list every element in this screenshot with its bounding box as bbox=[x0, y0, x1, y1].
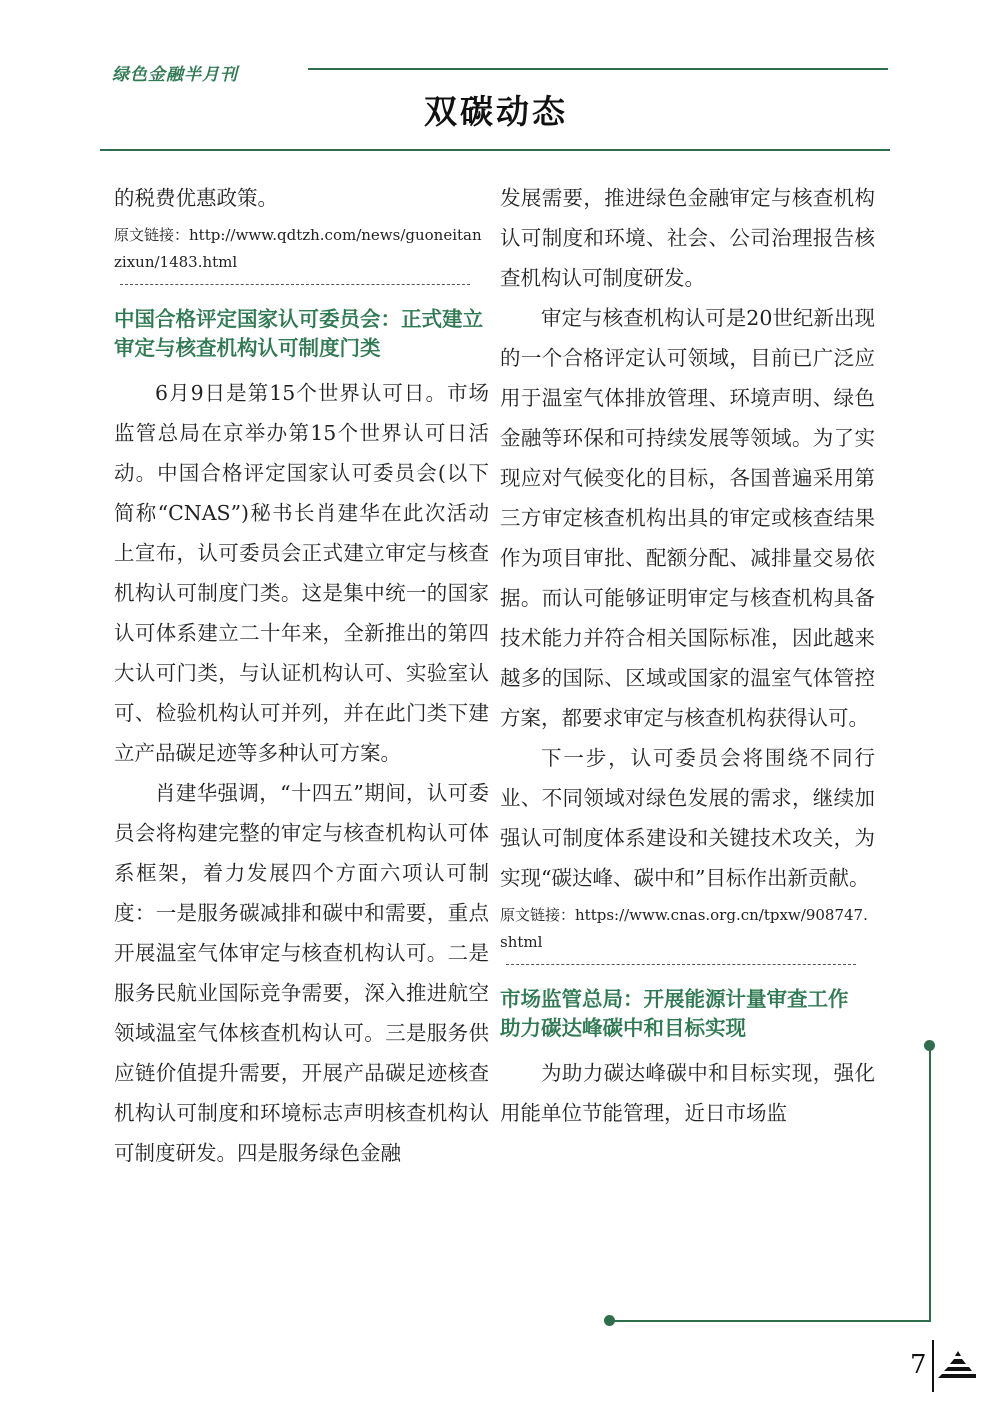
section-rule bbox=[100, 149, 890, 151]
header-rule bbox=[308, 68, 888, 70]
article-paragraph: 下一步，认可委员会将围绕不同行业、不同领域对绿色发展的需求，继续加强认可制度体系建设和关键技术攻关，为实现“碳达峰、碳中和”目标作出新贡献。 bbox=[500, 746, 875, 890]
publication-name: 绿色金融半月刊 bbox=[112, 65, 238, 85]
stairs-icon bbox=[938, 1350, 976, 1380]
article-paragraph: 为助力碳达峰碳中和目标实现，强化用能单位节能管理，近日市场监 bbox=[500, 1061, 875, 1125]
dashed-divider bbox=[120, 284, 470, 285]
decorative-dot bbox=[924, 1040, 935, 1051]
decorative-line-horizontal bbox=[610, 1320, 931, 1322]
source-link[interactable]: 原文链接：https://www.cnas.org.cn/tpxw/908747.shtml bbox=[500, 906, 868, 951]
dashed-divider bbox=[506, 964, 856, 965]
source-link[interactable]: 原文链接：http://www.qdtzh.com/news/guoneitanzixun/1483.html bbox=[114, 226, 482, 271]
left-column bbox=[114, 178, 489, 1173]
right-column bbox=[500, 178, 875, 1133]
article-paragraph: 肖建华强调，“十四五”期间，认可委员会将构建完整的审定与核查机构认可体系框架，着力发展四个方面六项认可制度：一是服务碳减排和碳中和需要，重点开展温室气体审定与核查机构认可。二是服务民航业国际竞争需要，深入推进航空领域温室气体核查机构认可。三是服务供应链价值提升需要，开展产品碳足迹核查机构认可制度和环境标志声明核查机构认可制度研发。四是服务绿色金融 bbox=[114, 781, 489, 1165]
article-paragraph: 审定与核查机构认可是20世纪新出现的一个合格评定认可领域，目前已广泛应用于温室气体排放管理、环境声明、绿色金融等环保和可持续发展等领域。为了实现应对气候变化的目标，各国普遍采用第三方审定核查机构出具的审定或核查结果作为项目审批、配额分配、减排量交易依据。而认可能够证明审定与核查机构具备技术能力并符合相关国际标准，因此越来越多的国际、区域或国家的温室气体管控方案，都要求审定与核查机构获得认可。 bbox=[500, 306, 875, 730]
continued-text: 的税费优惠政策。 bbox=[114, 186, 278, 210]
page-number-bar bbox=[932, 1340, 934, 1392]
section-title: 双碳动态 bbox=[424, 92, 568, 131]
page-number: 7 bbox=[910, 1350, 927, 1380]
decorative-line-vertical bbox=[929, 1045, 931, 1321]
article-title: 市场监管总局：开展能源计量审查工作 助力碳达峰碳中和目标实现 bbox=[500, 987, 849, 1040]
article-paragraph: 6月9日是第15个世界认可日。市场监管总局在京举办第15个世界认可日活动。中国合格评定国家认可委员会(以下简称“CNAS”)秘书长肖建华在此次活动上宣布，认可委员会正式建立审定与核查机构认可制度门类。这是集中统一的国家认可体系建立二十年来，全新推出的第四大认可门类，与认证机构认可、实验室认可、检验机构认可并列，并在此门类下建立产品碳足迹等多种认可方案。 bbox=[114, 381, 489, 765]
continued-text: 发展需要，推进绿色金融审定与核查机构认可制度和环境、社会、公司治理报告核查机构认可制度研发。 bbox=[500, 186, 875, 290]
article-title: 中国合格评定国家认可委员会：正式建立审定与核查机构认可制度门类 bbox=[114, 307, 483, 360]
decorative-dot bbox=[604, 1315, 615, 1326]
